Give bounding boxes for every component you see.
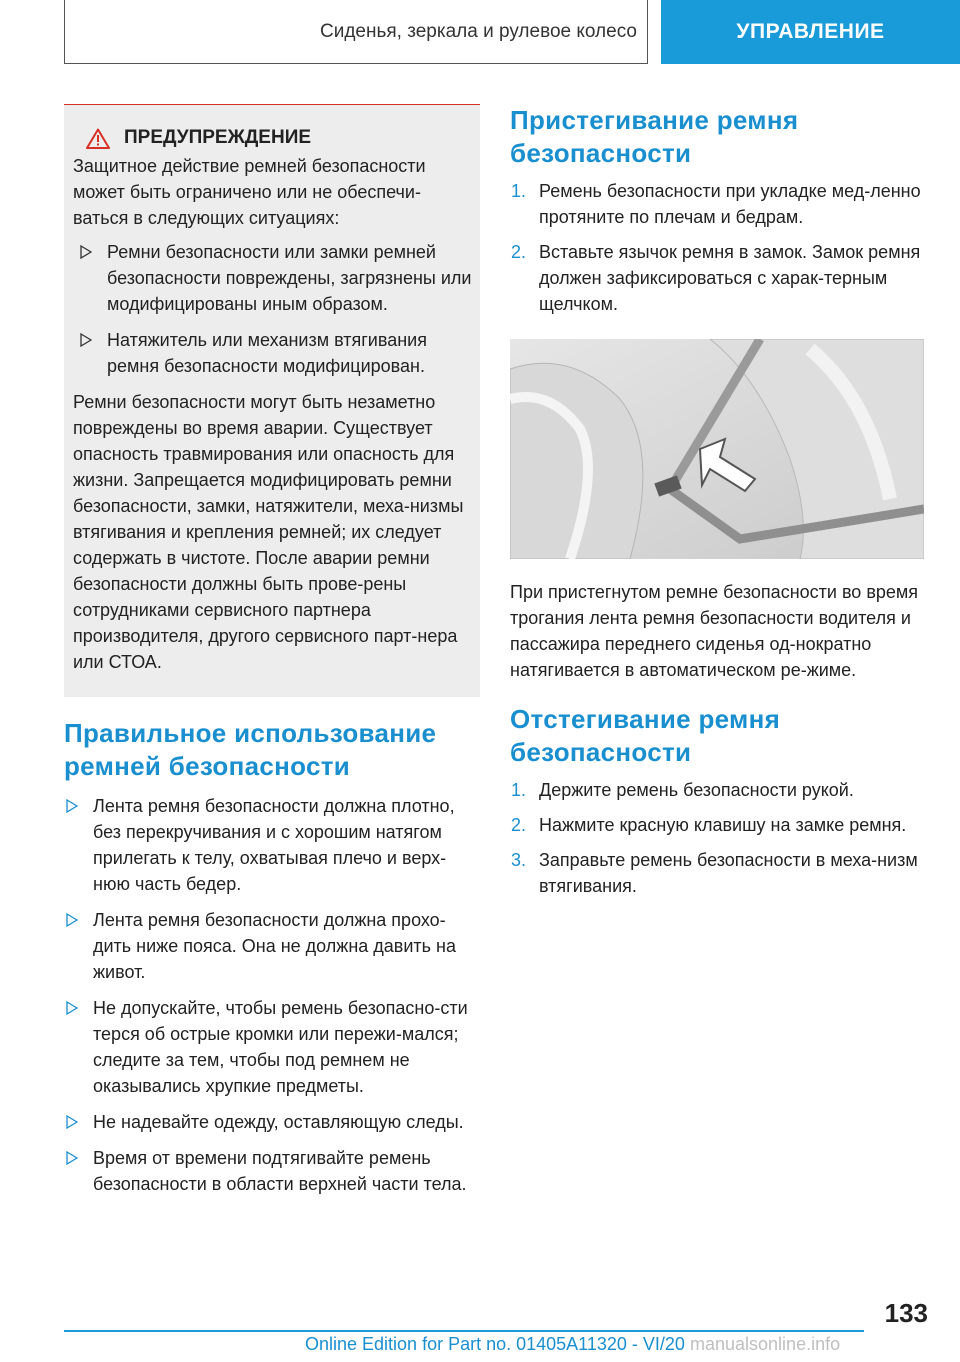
bullet-triangle-icon <box>66 1001 78 1015</box>
unfastening-steps <box>510 777 924 899</box>
warning-title: ПРЕДУПРЕЖДЕНИЕ <box>124 127 312 148</box>
warning-header <box>73 125 472 151</box>
running-header <box>64 0 648 64</box>
warning-intro: Защитное действие ремней безопасности может быть ограничено или не обеспечи-ваться в следующих ситуациях: <box>73 156 426 228</box>
step-text: Нажмите красную клавишу на замке ремня. <box>539 815 907 835</box>
chapter-tab <box>661 0 960 64</box>
list-item <box>510 178 924 230</box>
list-item-text: Не надевайте одежду, оставляющую следы. <box>93 1112 464 1132</box>
bullet-triangle-icon <box>66 913 78 927</box>
step-text: Держите ремень безопасности рукой. <box>539 780 854 800</box>
section-heading: Пристегивание ремня безопасности <box>510 105 799 168</box>
list-item <box>64 793 480 897</box>
list-item-text: Лента ремня безопасности должна плотно, без перекручивания и с хорошим натягом прилегать к телу, охватывая плечо и верх-нюю часть бедер. <box>93 796 455 894</box>
list-item <box>510 777 924 803</box>
section-heading: Правильное использование ремней безопасности <box>64 718 437 781</box>
list-item <box>510 847 924 899</box>
step-number: 3. <box>511 850 527 870</box>
warning-box <box>64 104 480 697</box>
step-text: Ремень безопасности при укладке мед-ленно протяните по плечам и бедрам. <box>539 181 921 227</box>
left-column <box>64 104 480 1207</box>
after-photo-text: При пристегнутом ремне безопасности во время трогания лента ремня безопасности водителя и пассажира переднего сиденья од-нократно натягивается в автоматическом ре-жиме. <box>510 582 919 680</box>
bullet-triangle-icon <box>66 1115 78 1129</box>
step-text: Заправьте ремень безопасности в меха-низм втягивания. <box>539 850 918 896</box>
section-heading: Отстегивание ремня безопасности <box>510 704 781 767</box>
step-number: 1. <box>511 181 527 201</box>
bullet-triangle-icon <box>80 333 92 347</box>
step-number: 2. <box>511 242 527 262</box>
warning-list <box>73 239 472 379</box>
list-item <box>64 1109 480 1135</box>
list-item <box>78 239 472 317</box>
step-text: Вставьте язычок ремня в замок. Замок ремня должен зафиксироваться с харак-терным щелчком. <box>539 242 921 314</box>
list-item-text: Ремни безопасности или замки ремней безопасности повреждены, загрязнены или модифицированы иным образом. <box>107 242 472 314</box>
unfastening-section <box>510 703 924 899</box>
step-number: 1. <box>511 780 527 800</box>
section-title: Сиденья, зеркала и рулевое колесо <box>320 20 637 42</box>
list-item <box>510 239 924 317</box>
list-item <box>64 1145 480 1197</box>
watermark: manualsonline.info <box>690 1334 841 1354</box>
chapter-title: УПРАВЛЕНИЕ <box>736 20 885 43</box>
warning-triangle-icon <box>86 128 110 149</box>
fastening-steps <box>510 178 924 317</box>
list-item-text: Лента ремня безопасности должна прохо-дить ниже пояса. Она не должна давить на живот. <box>93 910 456 982</box>
warning-body: Ремни безопасности могут быть незаметно повреждены во время аварии. Существует опасность травмирования или опасность для жизни. Запрещается модифицировать ремни безопасности, замки, натяжители, меха-низмы втягивания и крепления ремней; их следует содержать в чистоте. После аварии ремни безопасности должны быть прове-рены сотрудниками сервисного партнера производителя, другого сервисного парт-нера или СТОА. <box>73 392 464 672</box>
seatbelt-buckle-illustration <box>510 339 924 559</box>
edition-footer: Online Edition for Part no. 01405A11320 - VI/20 <box>305 1334 685 1354</box>
footer-divider <box>64 1330 864 1332</box>
list-item-text: Не допускайте, чтобы ремень безопасно-сти терся об острые кромки или пережи-мался; следите за тем, чтобы под ремнем не оказывались хрупкие предметы. <box>93 998 468 1096</box>
correct-use-list <box>64 793 480 1197</box>
list-item-text: Время от времени подтягивайте ремень безопасности в области верхней части тела. <box>93 1148 467 1194</box>
bullet-triangle-icon <box>66 799 78 813</box>
right-column <box>510 104 924 908</box>
list-item <box>64 907 480 985</box>
bullet-triangle-icon <box>66 1151 78 1165</box>
step-number: 2. <box>511 815 527 835</box>
list-item <box>64 995 480 1099</box>
list-item <box>78 327 472 379</box>
list-item <box>510 812 924 838</box>
bullet-triangle-icon <box>80 245 92 259</box>
correct-use-section <box>64 717 480 1197</box>
list-item-text: Натяжитель или механизм втягивания ремня безопасности модифицирован. <box>107 330 427 376</box>
page-number: 133 <box>884 1298 928 1328</box>
